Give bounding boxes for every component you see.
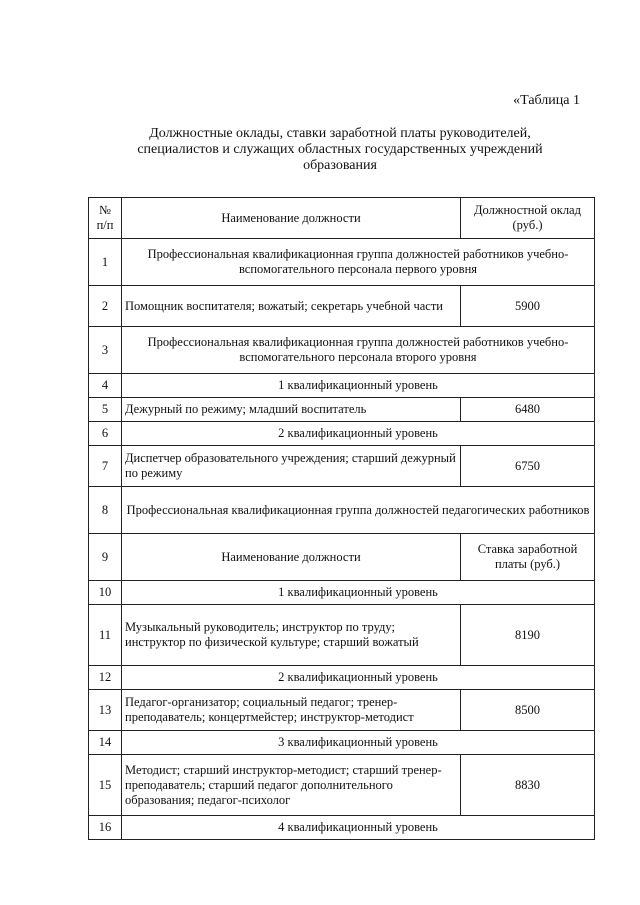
salary-value: 5900 bbox=[461, 286, 595, 327]
group-heading: Профессиональная квалификационная группа должностей работников учебно-вспомогательного персонала второго уровня bbox=[122, 327, 595, 374]
table-row bbox=[89, 446, 595, 487]
table-row bbox=[89, 239, 595, 286]
row-number: 12 bbox=[89, 666, 122, 690]
group-heading: Профессиональная квалификационная группа должностей педагогических работников bbox=[122, 487, 595, 534]
row-number: 9 bbox=[89, 534, 122, 581]
subheader-salary: Ставка заработной платы (руб.) bbox=[461, 534, 595, 581]
table-row bbox=[89, 581, 595, 605]
header-position-name: Наименование должности bbox=[122, 198, 461, 239]
position-name: Дежурный по режиму; младший воспитатель bbox=[122, 398, 461, 422]
row-number: 16 bbox=[89, 816, 122, 840]
table-row bbox=[89, 666, 595, 690]
table-row bbox=[89, 690, 595, 731]
table-row bbox=[89, 534, 595, 581]
row-number: 6 bbox=[89, 422, 122, 446]
row-number: 15 bbox=[89, 755, 122, 816]
position-name: Методист; старший инструктор-методист; старший тренер-преподаватель; старший педагог дополнительного образования; педагог-психолог bbox=[122, 755, 461, 816]
salary-table bbox=[88, 197, 595, 840]
group-heading: 2 квалификационный уровень bbox=[122, 666, 595, 690]
group-heading: 3 квалификационный уровень bbox=[122, 731, 595, 755]
group-heading: 1 квалификационный уровень bbox=[122, 581, 595, 605]
salary-value: 8830 bbox=[461, 755, 595, 816]
row-number: 10 bbox=[89, 581, 122, 605]
group-heading: 4 квалификационный уровень bbox=[122, 816, 595, 840]
table-header-row bbox=[89, 198, 595, 239]
row-number: 3 bbox=[89, 327, 122, 374]
row-number: 5 bbox=[89, 398, 122, 422]
position-name: Педагог-организатор; социальный педагог; тренер-преподаватель; концертмейстер; инструктор-методист bbox=[122, 690, 461, 731]
title-line-1: Должностные оклады, ставки заработной платы руководителей, bbox=[149, 126, 531, 141]
salary-value: 8190 bbox=[461, 605, 595, 666]
row-number: 11 bbox=[89, 605, 122, 666]
title-line-3: образования bbox=[303, 158, 377, 173]
table-row bbox=[89, 731, 595, 755]
table-title bbox=[100, 126, 580, 174]
group-heading: 1 квалификационный уровень bbox=[122, 374, 595, 398]
table-row bbox=[89, 286, 595, 327]
position-name: Помощник воспитателя; вожатый; секретарь учебной части bbox=[122, 286, 461, 327]
table-row bbox=[89, 487, 595, 534]
group-heading: Профессиональная квалификационная группа должностей работников учебно-вспомогательного персонала первого уровня bbox=[122, 239, 595, 286]
table-row bbox=[89, 374, 595, 398]
subheader-position-name: Наименование должности bbox=[122, 534, 461, 581]
table-row bbox=[89, 327, 595, 374]
salary-value: 6480 bbox=[461, 398, 595, 422]
row-number: 2 bbox=[89, 286, 122, 327]
position-name: Музыкальный руководитель; инструктор по труду; инструктор по физической культуре; старший вожатый bbox=[122, 605, 461, 666]
salary-value: 6750 bbox=[461, 446, 595, 487]
table-row bbox=[89, 398, 595, 422]
row-number: 4 bbox=[89, 374, 122, 398]
title-line-2: специалистов и служащих областных государственных учреждений bbox=[137, 142, 543, 157]
header-salary: Должностной оклад (руб.) bbox=[461, 198, 595, 239]
table-row bbox=[89, 755, 595, 816]
header-num: № п/п bbox=[89, 198, 122, 239]
row-number: 7 bbox=[89, 446, 122, 487]
table-row bbox=[89, 816, 595, 840]
row-number: 8 bbox=[89, 487, 122, 534]
table-row bbox=[89, 422, 595, 446]
table-row bbox=[89, 605, 595, 666]
row-number: 13 bbox=[89, 690, 122, 731]
row-number: 14 bbox=[89, 731, 122, 755]
position-name: Диспетчер образовательного учреждения; старший дежурный по режиму bbox=[122, 446, 461, 487]
row-number: 1 bbox=[89, 239, 122, 286]
table-label: «Таблица 1 bbox=[513, 93, 580, 108]
salary-value: 8500 bbox=[461, 690, 595, 731]
group-heading: 2 квалификационный уровень bbox=[122, 422, 595, 446]
